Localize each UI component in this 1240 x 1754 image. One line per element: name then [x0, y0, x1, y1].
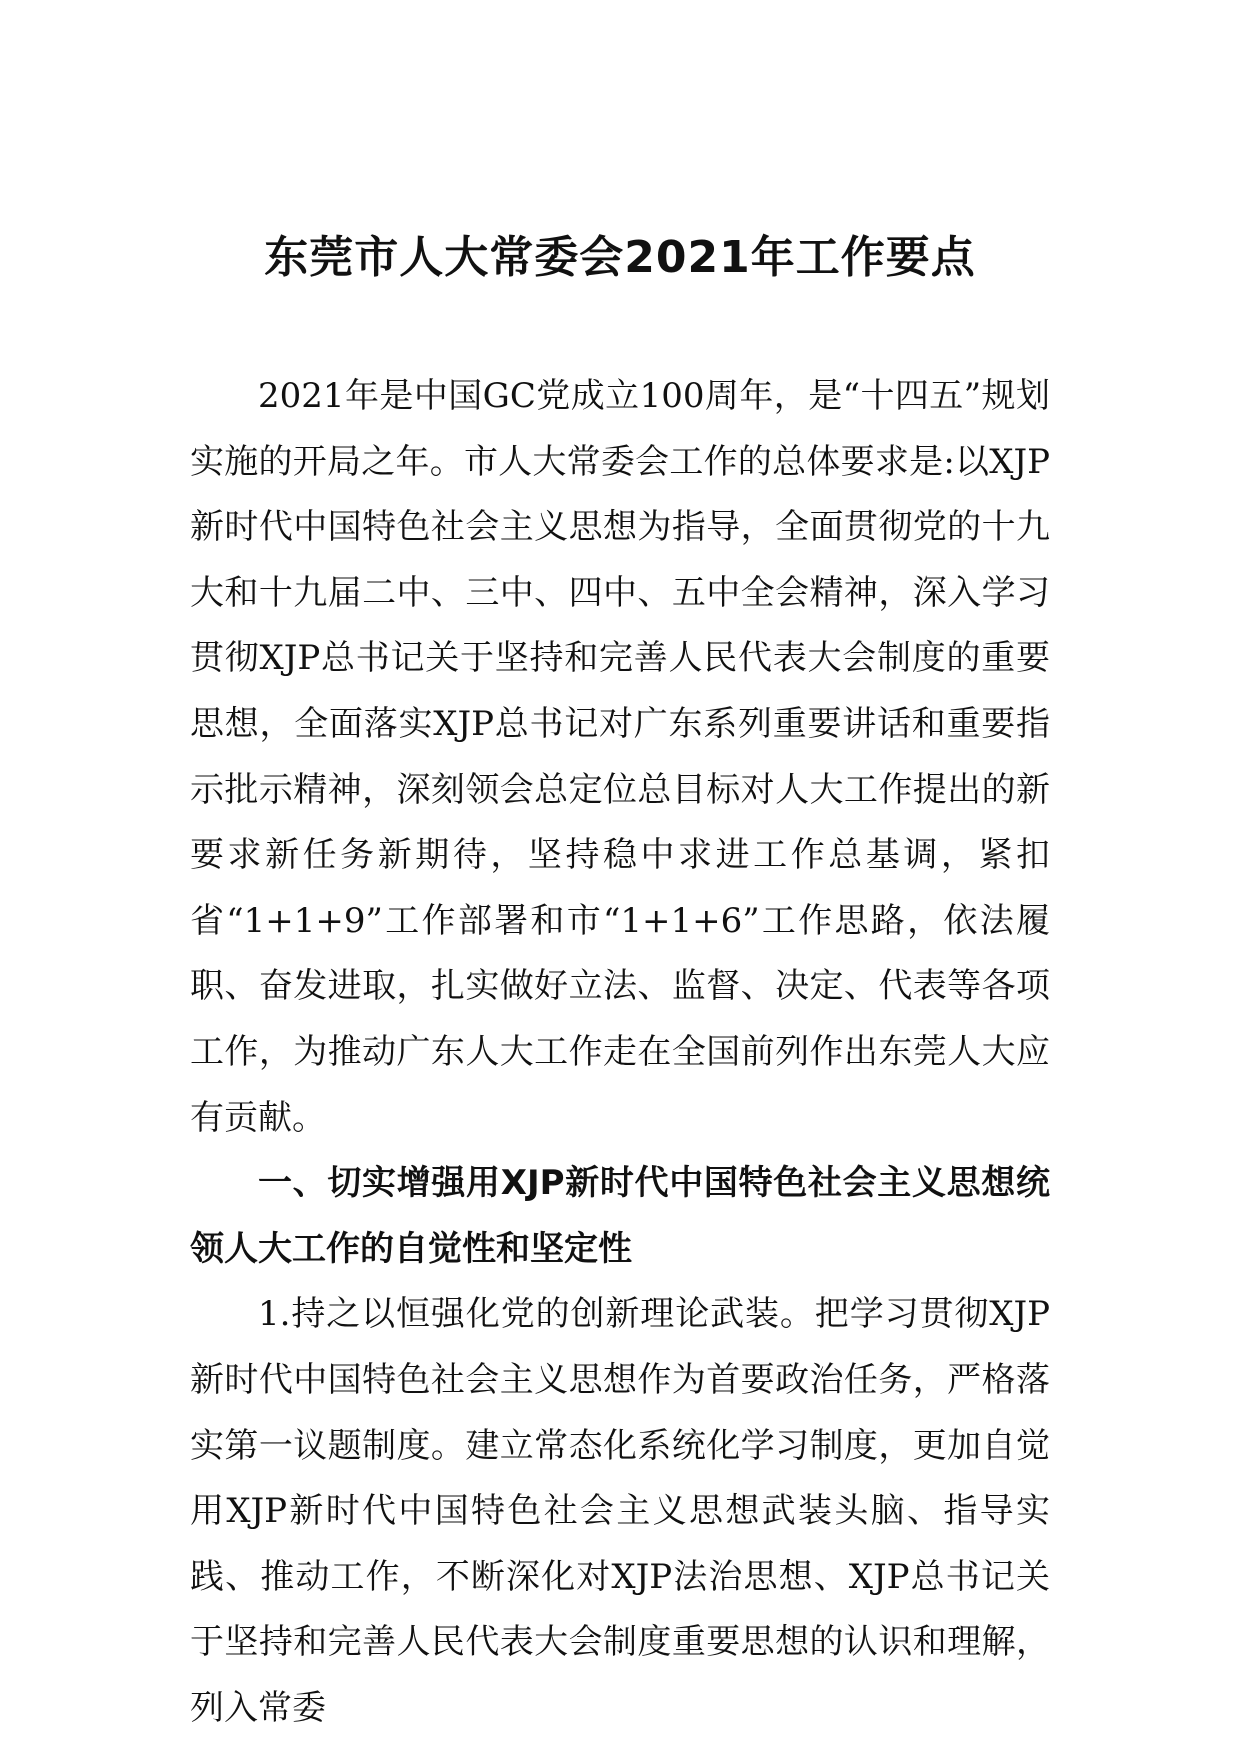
- document-body: [190, 364, 1050, 1741]
- intro-paragraph: 2021年是中国GC党成立100周年，是“十四五”规划实施的开局之年。市人大常委会工作的总体要求是:以XJP新时代中国特色社会主义思想为指导，全面贯彻党的十九大和十九届二中、三中、四中、五中全会精神，深入学习贯彻XJP总书记关于坚持和完善人民代表大会制度的重要思想，全面落实XJP总书记对广东系列重要讲话和重要指示批示精神，深刻领会总定位总目标对人大工作提出的新要求新任务新期待，坚持稳中求进工作总基调，紧扣省“1+1+9”工作部署和市“1+1+6”工作思路，依法履职、奋发进取，扎实做好立法、监督、决定、代表等各项工作，为推动广东人大工作走在全国前列作出东莞人大应有贡献。: [190, 376, 1050, 1138]
- document-title: 东莞市人大常委会2021年工作要点: [264, 232, 976, 283]
- item-paragraph: 1.持之以恒强化党的创新理论武装。把学习贯彻XJP新时代中国特色社会主义思想作为首要政治任务，严格落实第一议题制度。建立常态化系统化学习制度，更加自觉用XJP新时代中国特色社会主义思想武装头脑、指导实践、推动工作，不断深化对XJP法治思想、XJP总书记关于坚持和完善人民代表大会制度重要思想的认识和理解，列入常委: [190, 1294, 1050, 1728]
- section-heading: 一、切实增强用XJP新时代中国特色社会主义思想统领人大工作的自觉性和坚定性: [190, 1163, 1050, 1269]
